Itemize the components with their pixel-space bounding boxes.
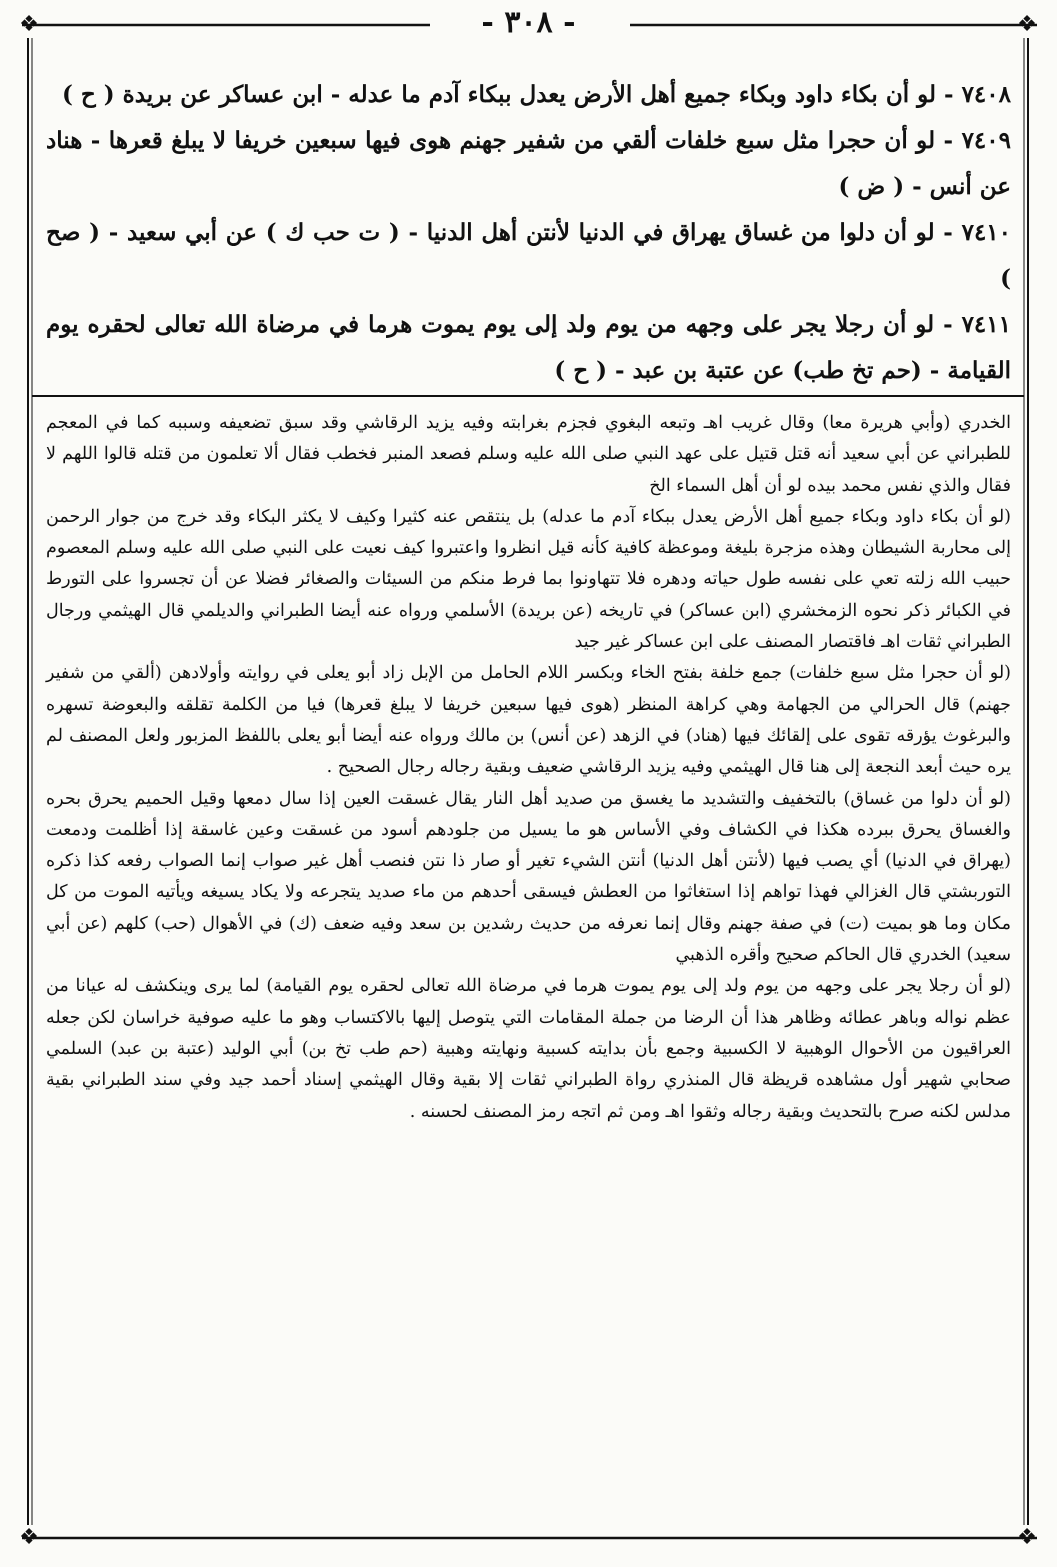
hadith-entry: [46, 210, 1011, 302]
commentary-paragraph: الخدري (وأبي هريرة معا) وقال غريب اهـ وتبعه البغوي فجزم بغرابته وفيه يزيد الرقاشي وقد سبق تضعيفه وسببه كما في المعجم للطبراني عن أبي سعيد أنه قتل قتيل على عهد النبي صلى الله عليه وسلم فصعد المنبر فخطب فقال ألا تعلمون من قتله قالوا اللهم لا فقال والذي نفس محمد بيده لو أن أهل السماء الخ: [46, 413, 1011, 496]
hadith-text: - لو أن حجرا مثل سبع خلفات ألقي من شفير جهنم هوى فيها سبعين خريفا لا يبلغ قعرها - هناد عن أنس - ( ض ): [46, 127, 1011, 200]
corner-ornament-icon: ❖: [1017, 12, 1037, 37]
page-number: - ٣٠٨ -: [481, 5, 576, 40]
commentary-paragraph: (لو أن رجلا يجر على وجهه من يوم ولد إلى يوم يموت هرما في مرضاة الله تعالى لحقره يوم القيامة) لما يرى وينكشف له عيانا من عظم نواله وباهر عطائه وظاهر هذا أن الرضا من جملة المقامات التي يتوصل إليها بالاكتساب وهو ما عليه صوفية خراسان لكن جعله العراقيون من الأحوال الوهبية لا الكسبية وجمع بأن بدايته كسبية ونهايته وهبية (حم طب تخ بن) أبي الوليد (عتبة بن عبد) السلمي صحابي شهير أول مشاهده قريظة قال المنذري رواة الطبراني ثقات إلا بقية وقال الهيثمي إسناد أحمد جيد وفي سند الطبراني بقية مدلس لكنه صرح بالتحديث وبقية رجاله وثقوا اهـ ومن ثم اتجه رمز المصنف لحسنه .: [46, 976, 1011, 1122]
commentary-paragraph: (لو أن دلوا من غساق) بالتخفيف والتشديد ما يغسق من صديد أهل النار يقال غسقت العين إذا سال دمعها وقيل الحميم يحرق بحره والغساق يحرق ببرده هكذا في الكشاف وفي الأساس هو ما يسيل من جلودهم أسود من غسقت وعين غاسقة إذا أظلمت ودمعت (يهراق في الدنيا) أي يصب فيها (لأنتن أهل الدنيا) أنتن الشيء تغير أو صار ذا نتن فنصب أهل غير صواب إنما الصواب رفعه كذا ذكره التوربشتي قال الغزالي فهذا تواهم إذا استغاثوا من العطش فيسقى أحدهم من ماء صديد يتجرعه ولا يكاد يسيغه ويأتيه الموت من كل مكان وما هو بميت (ت) في صفة جهنم وقال إنما نعرفه من حديث رشدين بن سعد وفيه ضعف (ك) في الأهوال (حب) كلهم (عن أبي سعيد) الخدري قال الحاكم صحيح وأقره الذهبي: [46, 788, 1011, 966]
hadith-text: - لو أن دلوا من غساق يهراق في الدنيا لأنتن أهل الدنيا - ( ت حب ك ) عن أبي سعيد - ( صح ): [46, 219, 1011, 292]
hadith-entry: [46, 72, 1011, 118]
commentary-paragraph: (لو أن بكاء داود وبكاء جميع أهل الأرض يعدل ببكاء آدم ما عدله) بل ينتقص عنه كثيرا وكيف لا يكثر البكاء وقد خرج من جوار الرحمن إلى محاربة الشيطان وهذه مزجرة بليغة وموعظة كافية كأنه قيل انظروا واعتبروا كيف نعيت على النبي صلى الله عليه وسلم المعصوم حبيب الله زلته تعي على نفسه طول حياته ودهره فلا تتهاونوا بما فرط منكم من السيئات والصغائر فضلا عن أن تجسروا على التورط في الكبائر ذكر نحوه الزمخشري (ابن عساكر) في تاريخه (عن بريدة) الأسلمي ورواه عنه أيضا الطبراني والديلمي قال الهيثمي ورجال الطبراني ثقات اهـ فاقتصار المصنف على ابن عساكر غير جيد: [46, 506, 1011, 653]
commentary-paragraph: (لو أن حجرا مثل سبع خلفات) جمع خلفة بفتح الخاء وبكسر اللام الحامل من الإبل زاد أبو يعلى في روايته وأولادهن (ألقي من شفير جهنم) قال الحرالي من الجهامة وهي كراهة المنظر (هوى فيها سبعين خريفا لا يبلغ قعرها) فيا من الكلمة تقلقه والبعوضة تسهره والبرغوث يؤرقه تقوى على إلقائك فيها (هناد) في الزهد (عن أنس) بن مالك ورواه عنه أيضا أبو يعلى باللفظ المزبور ولعل المصنف لم يره حيث أبعد النجعة إلى هنا قال الهيثمي وفيه يزيد الرقاشي ضعيف وبقية رجاله رجال الصحيح .: [46, 663, 1011, 778]
hadith-text: - لو أن رجلا يجر على وجهه من يوم ولد إلى يوم يموت هرما في مرضاة الله تعالى لحقره يوم القيامة - (حم تخ طب) عن عتبة بن عبد - ( ح ): [46, 311, 1011, 384]
corner-ornament-icon: ❖: [19, 1525, 39, 1550]
hadith-number: ٧٤٠٨: [961, 81, 1011, 108]
hadith-entry: [46, 302, 1011, 394]
hadith-number: ٧٤١١: [961, 311, 1011, 338]
hadith-entry: [46, 118, 1011, 210]
hadith-number: ٧٤٠٩: [961, 127, 1011, 154]
hadith-list: [46, 72, 1011, 394]
hadith-text: - لو أن بكاء داود وبكاء جميع أهل الأرض يعدل ببكاء آدم ما عدله - ابن عساكر عن بريدة ( ح ): [62, 81, 954, 108]
corner-ornament-icon: ❖: [1017, 1525, 1037, 1550]
corner-ornament-icon: ❖: [19, 12, 39, 37]
hadith-number: ٧٤١٠: [961, 219, 1012, 246]
commentary-section: [46, 408, 1011, 1128]
